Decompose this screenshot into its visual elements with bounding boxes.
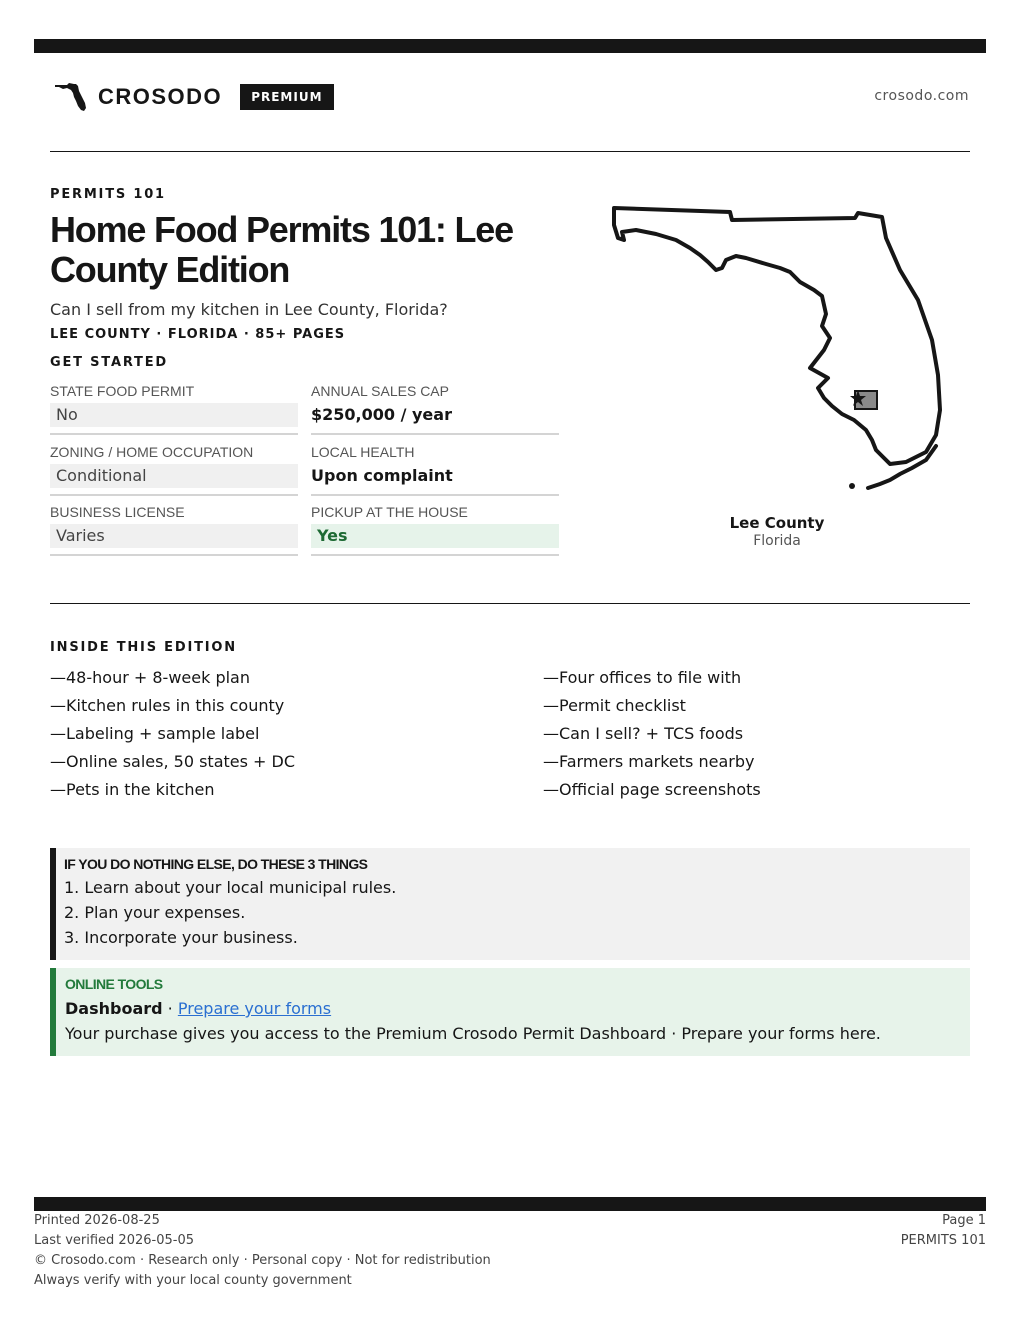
fact-value: Upon complaint: [311, 466, 453, 485]
premium-badge: PREMIUM: [240, 84, 333, 110]
printed-date: Printed 2026-08-25: [34, 1213, 160, 1228]
verify-advice: Always verify with your local county government: [34, 1273, 352, 1288]
tools-description: Your purchase gives you access to the Premium Crosodo Permit Dashboard · Prepare your forms here.: [65, 1024, 881, 1043]
fact-label: STATE FOOD PERMIT: [50, 383, 195, 399]
contents-item: —Labeling + sample label: [50, 724, 260, 743]
fact-local-health: [311, 442, 559, 496]
callout-heading: IF YOU DO NOTHING ELSE, DO THESE 3 THINGS: [64, 856, 368, 872]
contents-item: —Online sales, 50 states + DC: [50, 752, 296, 771]
footer-right: [901, 1211, 986, 1251]
three-things-callout: [50, 848, 970, 960]
fact-label: BUSINESS LICENSE: [50, 504, 185, 520]
map-caption: [700, 514, 854, 549]
tools-separator: ·: [162, 999, 178, 1018]
callout-item: 1. Learn about your local municipal rules.: [64, 878, 397, 897]
footer-left: [34, 1211, 491, 1291]
page-number: Page 1: [942, 1213, 986, 1228]
page-subtitle: Can I sell from my kitchen in Lee County, Florida?: [50, 300, 448, 319]
fact-label: ANNUAL SALES CAP: [311, 383, 449, 399]
page-title: Home Food Permits 101: Lee County Edition: [50, 209, 513, 290]
florida-outline: [614, 208, 940, 464]
contents-item: —Official page screenshots: [543, 780, 761, 799]
tools-heading: ONLINE TOOLS: [65, 976, 163, 992]
footer-section: PERMITS 101: [900, 1233, 986, 1248]
brand-logo[interactable]: [54, 82, 334, 112]
callout-item: 3. Incorporate your business.: [64, 928, 298, 947]
fact-value: $250,000 / year: [311, 405, 452, 424]
brand-name: CROSODO: [98, 84, 223, 109]
online-tools-callout: [50, 968, 970, 1056]
callout-item: 2. Plan your expenses.: [64, 903, 246, 922]
verified-date: Last verified 2026-05-05: [34, 1233, 194, 1248]
contents-item: —Kitchen rules in this county: [50, 696, 285, 715]
contents-item: —Permit checklist: [543, 696, 686, 715]
map-county-name: Lee County: [729, 514, 825, 532]
get-started-heading: GET STARTED: [50, 355, 168, 370]
fact-annual-sales-cap: [311, 381, 559, 435]
fact-value: Conditional: [50, 464, 298, 488]
fact-label: ZONING / HOME OCCUPATION: [50, 444, 254, 460]
section-eyebrow: PERMITS 101: [50, 187, 166, 202]
contents-item: —Four offices to file with: [543, 668, 742, 687]
copyright-notice: © Crosodo.com · Research only · Personal copy · Not for redistribution: [34, 1253, 491, 1268]
prepare-forms-link[interactable]: Prepare your forms: [177, 999, 332, 1018]
inside-heading: INSIDE THIS EDITION: [50, 640, 237, 655]
florida-logo-icon: [54, 82, 88, 112]
fact-business-license: [50, 502, 298, 556]
fact-zoning: [50, 442, 298, 496]
contents-item: —Farmers markets nearby: [543, 752, 755, 771]
fact-pickup: [311, 502, 559, 556]
site-link[interactable]: crosodo.com: [874, 88, 969, 104]
contents-item: —Pets in the kitchen: [50, 780, 215, 799]
fact-value: Yes: [311, 524, 559, 548]
florida-map: [600, 200, 950, 500]
fact-value: No: [50, 403, 298, 427]
header-divider: [50, 151, 970, 152]
edition-meta: LEE COUNTY · FLORIDA · 85+ PAGES: [50, 327, 346, 342]
section-divider: [50, 603, 970, 604]
key-west-dot: [849, 483, 855, 489]
fact-label: PICKUP AT THE HOUSE: [311, 504, 468, 520]
contents-list-right: [543, 668, 761, 808]
fact-label: LOCAL HEALTH: [311, 444, 415, 460]
tools-links: [65, 999, 970, 1018]
map-state-name: Florida: [753, 533, 801, 549]
contents-item: —48-hour + 8-week plan: [50, 668, 250, 687]
contents-item: —Can I sell? + TCS foods: [543, 724, 744, 743]
footer-bar: [34, 1197, 986, 1211]
dashboard-label: Dashboard: [65, 999, 163, 1018]
fact-value: Varies: [50, 524, 298, 548]
fact-state-food-permit: [50, 381, 298, 435]
contents-list-left: [50, 668, 295, 808]
top-bar: [34, 39, 986, 53]
